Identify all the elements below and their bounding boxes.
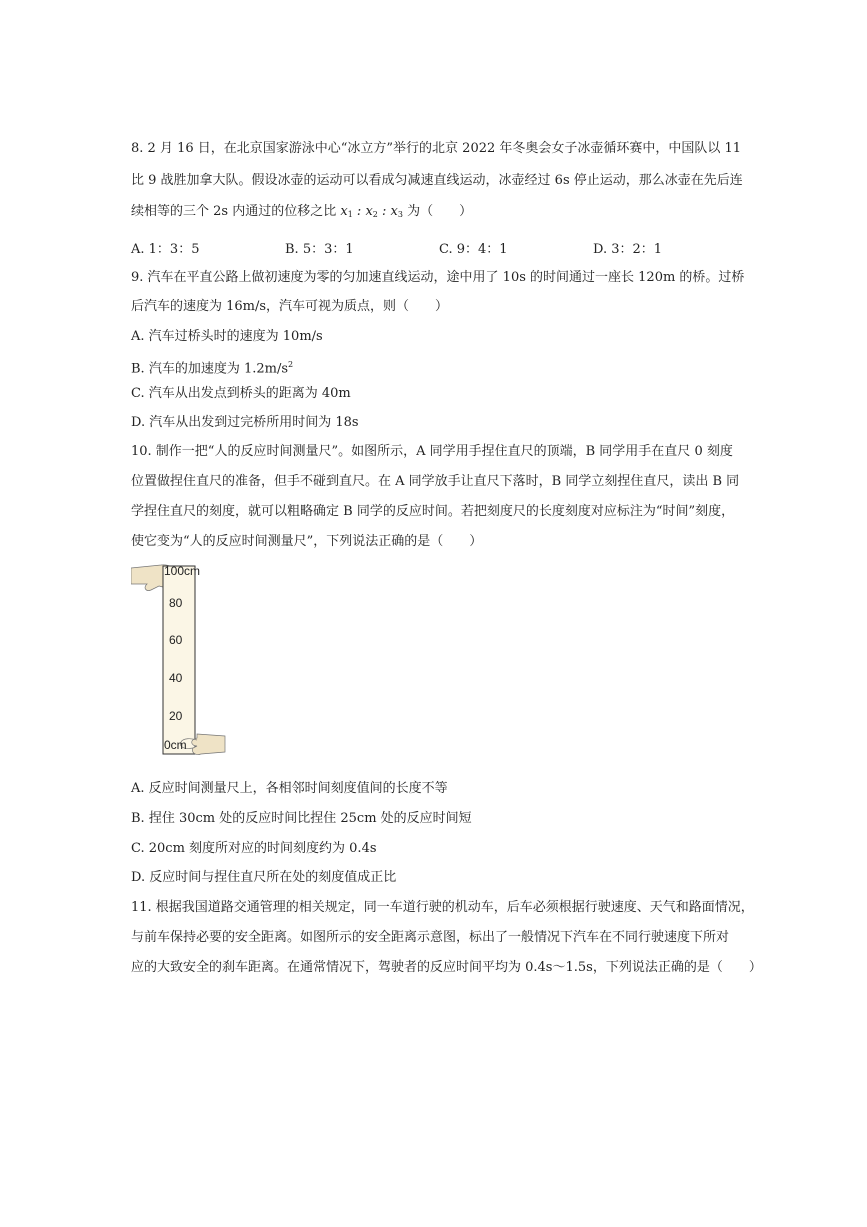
ruler-label-40: 40 [169, 671, 183, 685]
q8-line-2: 比 9 战胜加拿大队。假设冰壶的运动可以看成匀减速直线运动，冰壶经过 6s 停止运动，那么冰壶在先后连 [131, 173, 743, 188]
q8-line-3-suffix: 为（ ） [402, 204, 473, 219]
q9-option-b-superscript: 2 [288, 360, 294, 369]
ruler-label-80: 80 [169, 596, 183, 610]
q11-line-1: 11. 根据我国道路交通管理的相关规定，同一车道行驶的机动车，后车必须根据行驶速度、天气和路面情况， [131, 900, 754, 915]
ruler-label-60: 60 [169, 633, 183, 647]
q10-line-4: 使它变为“人的反应时间测量尺”，下列说法正确的是（ ） [131, 534, 483, 549]
q11-line-2: 与前车保持必要的安全距离。如图所示的安全距离示意图，标出了一般情况下汽车在不同行驶速度下所对 [131, 930, 730, 945]
q8-option-d: D. 3：2：1 [593, 242, 663, 257]
ruler-figure [131, 562, 226, 758]
q11-line-3: 应的大致安全的刹车距离。在通常情况下，驾驶者的反应时间平均为 0.4s～1.5s，下列说法正确的是（ ） [131, 960, 762, 975]
bottom-hand-icon [192, 734, 225, 755]
q8-option-a: A. 1：3：5 [131, 242, 200, 257]
q8-line-3-prefix: 续相等的三个 2s 内通过的位移之比 [131, 204, 341, 219]
q8-line-3 [131, 203, 472, 224]
q10-line-1: 10. 制作一把“人的反应时间测量尺”。如图所示，A 同学用手捏住直尺的顶端，B 同学用手在直尺 0 刻度 [131, 444, 733, 459]
ruler-label-0: 0cm [164, 738, 187, 752]
q9-option-b: B. 汽车的加速度为 $1.2m/s^2$ [131, 360, 294, 377]
q9-option-a: A. 汽车过桥头时的速度为 10m/s [131, 329, 323, 344]
ruler-body [163, 566, 195, 754]
ratio-formula: $x_1$ : $x_2$ : $x_3$ [340, 204, 403, 219]
q8-option-b: B. 5：3：1 [285, 242, 354, 257]
q9-option-c: C. 汽车从出发点到桥头的距离为 40m [131, 386, 351, 401]
q10-option-a: A. 反应时间测量尺上，各相邻时间刻度值间的长度不等 [131, 781, 448, 796]
q10-option-b: B. 捏住 30cm 处的反应时间比捏住 25cm 处的反应时间短 [131, 811, 472, 826]
q10-option-c: C. 20cm 刻度所对应的时间刻度约为 0.4s [131, 841, 377, 856]
ruler-label-20: 20 [169, 709, 183, 723]
q8-options [131, 238, 751, 256]
q10-option-d: D. 反应时间与捏住直尺所在处的刻度值成正比 [131, 870, 397, 885]
q10-line-2: 位置做捏住直尺的准备，但手不碰到直尺。在 A 同学放手让直尺下落时，B 同学立刻捏住直尺，读出 B 同 [131, 474, 740, 489]
ruler-label-100: 100cm [164, 564, 201, 578]
q8-option-c: C. 9：4：1 [439, 242, 508, 257]
q9-line-1: 9. 汽车在平直公路上做初速度为零的匀加速直线运动，途中用了 10s 的时间通过一座长 120m 的桥。过桥 [131, 270, 745, 285]
q9-option-d: D. 汽车从出发到过完桥所用时间为 18s [131, 415, 359, 430]
q9-line-2: 后汽车的速度为 16m/s，汽车可视为质点，则（ ） [131, 299, 449, 314]
q8-line-1: 8. 2 月 16 日，在北京国家游泳中心“冰立方”举行的北京 2022 年冬奥会女子冰壶循环赛中，中国队以 11 [131, 141, 742, 156]
q10-line-3: 学捏住直尺的刻度，就可以粗略确定 B 同学的反应时间。若把刻度尺的长度刻度对应标注为“时间”刻度， [131, 504, 735, 519]
ruler-drawing [131, 562, 226, 758]
